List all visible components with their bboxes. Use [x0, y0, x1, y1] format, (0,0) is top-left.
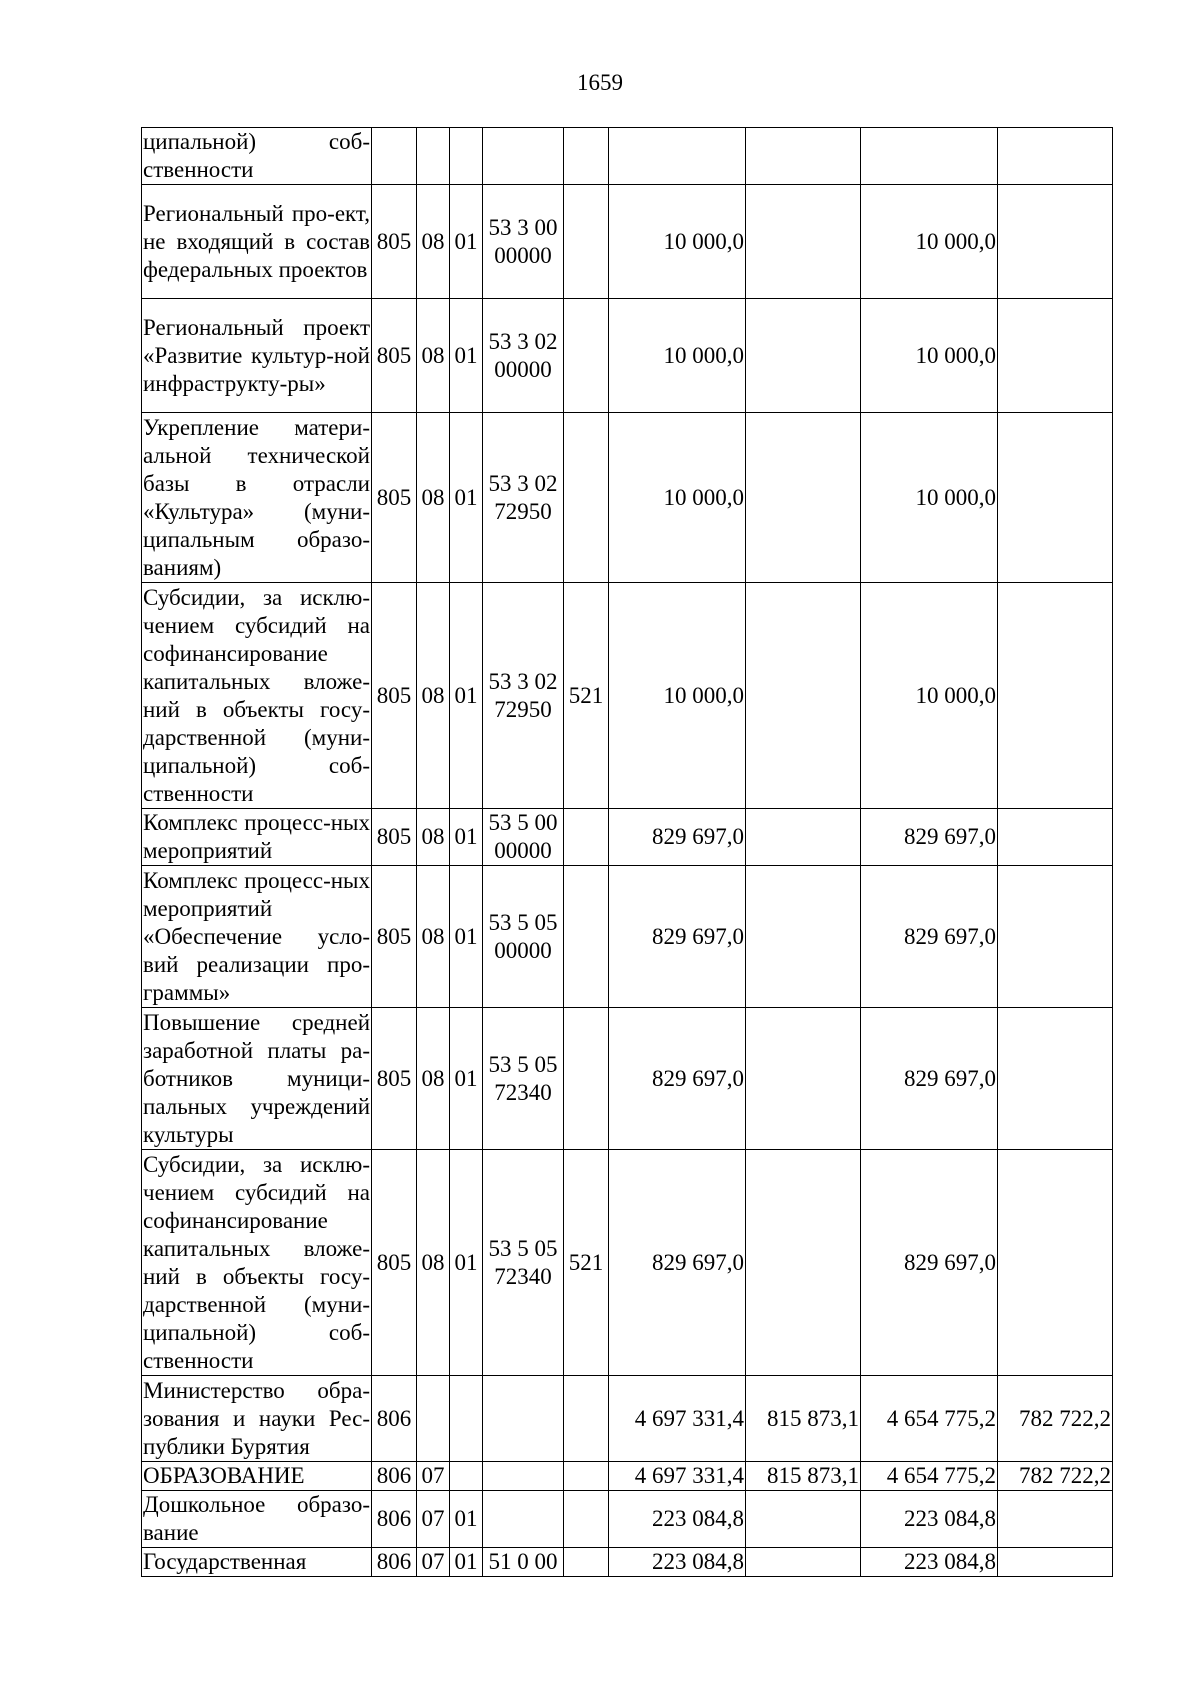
table-row — [142, 1491, 1113, 1548]
target-article-code: 53 3 02 72950 — [483, 583, 564, 809]
row-name: Министерство обра-зования и науки Рес-публики Бурятия — [142, 1376, 372, 1462]
sum-year-2-federal — [998, 1150, 1113, 1376]
table-row — [142, 413, 1113, 583]
expense-type-code — [564, 299, 609, 413]
sum-year-2: 829 697,0 — [861, 809, 998, 866]
sum-year-1-federal — [746, 413, 861, 583]
table-row — [142, 1462, 1113, 1491]
sum-year-2: 4 654 775,2 — [861, 1376, 998, 1462]
target-article-code: 51 0 00 — [483, 1548, 564, 1577]
section-code: 08 — [417, 809, 450, 866]
ved-code: 805 — [372, 299, 417, 413]
subsection-code: 01 — [450, 299, 483, 413]
section-code: 07 — [417, 1548, 450, 1577]
target-article-code — [483, 1462, 564, 1491]
sum-year-2: 10 000,0 — [861, 299, 998, 413]
row-name: Региональный про-ект, не входящий в состав федеральных проектов — [142, 185, 372, 299]
sum-year-2-federal — [998, 866, 1113, 1008]
table-row — [142, 1548, 1113, 1577]
subsection-code: 01 — [450, 1491, 483, 1548]
sum-year-2: 829 697,0 — [861, 1150, 998, 1376]
section-code: 08 — [417, 299, 450, 413]
target-article-code — [483, 1376, 564, 1462]
target-article-code: 53 3 02 72950 — [483, 413, 564, 583]
ved-code: 806 — [372, 1548, 417, 1577]
sum-year-2-federal — [998, 299, 1113, 413]
sum-year-1-federal — [746, 1491, 861, 1548]
expense-type-code — [564, 413, 609, 583]
expense-type-code — [564, 1548, 609, 1577]
row-name: Региональный проект «Развитие культур-ной инфраструкту-ры» — [142, 299, 372, 413]
sum-year-2: 10 000,0 — [861, 413, 998, 583]
subsection-code: 01 — [450, 1548, 483, 1577]
table-body — [142, 128, 1113, 1577]
subsection-code: 01 — [450, 1008, 483, 1150]
sum-year-1: 829 697,0 — [609, 809, 746, 866]
sum-year-2: 223 084,8 — [861, 1548, 998, 1577]
table-row — [142, 185, 1113, 299]
row-name: Дошкольное образо-вание — [142, 1491, 372, 1548]
table-row — [142, 1150, 1113, 1376]
sum-year-2: 10 000,0 — [861, 185, 998, 299]
ved-code: 805 — [372, 809, 417, 866]
sum-year-1-federal — [746, 583, 861, 809]
row-name: Повышение средней заработной платы ра-ботников муници-пальных учреждений культуры — [142, 1008, 372, 1150]
subsection-code: 01 — [450, 809, 483, 866]
section-code: 08 — [417, 866, 450, 1008]
sum-year-2 — [861, 128, 998, 185]
sum-year-1-federal — [746, 809, 861, 866]
section-code: 08 — [417, 583, 450, 809]
ved-code: 806 — [372, 1491, 417, 1548]
sum-year-1-federal — [746, 1150, 861, 1376]
row-name: ОБРАЗОВАНИЕ — [142, 1462, 372, 1491]
ved-code: 806 — [372, 1462, 417, 1491]
sum-year-1 — [609, 128, 746, 185]
row-name: Субсидии, за исклю-чением субсидий на софинансирование капитальных вложе-ний в объекты госу-дарственной (муни-ципальной) соб-ственности — [142, 1150, 372, 1376]
expense-type-code — [564, 128, 609, 185]
table-row — [142, 583, 1113, 809]
ved-code: 805 — [372, 866, 417, 1008]
sum-year-2: 223 084,8 — [861, 1491, 998, 1548]
section-code: 08 — [417, 1008, 450, 1150]
subsection-code — [450, 128, 483, 185]
target-article-code — [483, 1491, 564, 1548]
sum-year-2: 829 697,0 — [861, 1008, 998, 1150]
sum-year-1-federal — [746, 128, 861, 185]
ved-code: 805 — [372, 583, 417, 809]
ved-code: 805 — [372, 1150, 417, 1376]
section-code: 08 — [417, 1150, 450, 1376]
subsection-code: 01 — [450, 583, 483, 809]
row-name: ципальной) соб-ственности — [142, 128, 372, 185]
ved-code: 805 — [372, 185, 417, 299]
expense-type-code — [564, 1008, 609, 1150]
sum-year-1-federal — [746, 185, 861, 299]
sum-year-2-federal: 782 722,2 — [998, 1376, 1113, 1462]
expense-type-code — [564, 1491, 609, 1548]
ved-code — [372, 128, 417, 185]
section-code — [417, 1376, 450, 1462]
sum-year-1: 223 084,8 — [609, 1491, 746, 1548]
sum-year-1: 10 000,0 — [609, 185, 746, 299]
sum-year-1-federal — [746, 299, 861, 413]
table-row — [142, 1376, 1113, 1462]
page-number: 1659 — [577, 70, 623, 95]
sum-year-1: 10 000,0 — [609, 583, 746, 809]
subsection-code — [450, 1462, 483, 1491]
subsection-code: 01 — [450, 1150, 483, 1376]
sum-year-1: 4 697 331,4 — [609, 1376, 746, 1462]
row-name: Комплекс процесс-ных мероприятий — [142, 809, 372, 866]
expense-type-code: 521 — [564, 583, 609, 809]
sum-year-2: 829 697,0 — [861, 866, 998, 1008]
expense-type-code — [564, 185, 609, 299]
expense-type-code — [564, 866, 609, 1008]
expense-type-code — [564, 1376, 609, 1462]
sum-year-2-federal — [998, 128, 1113, 185]
subsection-code — [450, 1376, 483, 1462]
target-article-code: 53 5 05 72340 — [483, 1150, 564, 1376]
expense-type-code — [564, 809, 609, 866]
sum-year-2-federal: 782 722,2 — [998, 1462, 1113, 1491]
sum-year-1: 829 697,0 — [609, 866, 746, 1008]
table-row — [142, 866, 1113, 1008]
subsection-code: 01 — [450, 413, 483, 583]
sum-year-1: 10 000,0 — [609, 413, 746, 583]
table-row — [142, 128, 1113, 185]
sum-year-1-federal: 815 873,1 — [746, 1376, 861, 1462]
target-article-code: 53 5 05 00000 — [483, 866, 564, 1008]
ved-code: 805 — [372, 1008, 417, 1150]
sum-year-1: 4 697 331,4 — [609, 1462, 746, 1491]
sum-year-1: 223 084,8 — [609, 1548, 746, 1577]
ved-code: 805 — [372, 413, 417, 583]
target-article-code — [483, 128, 564, 185]
table-row — [142, 1008, 1113, 1150]
sum-year-1-federal — [746, 1548, 861, 1577]
sum-year-1: 829 697,0 — [609, 1150, 746, 1376]
subsection-code: 01 — [450, 185, 483, 299]
expense-type-code — [564, 1462, 609, 1491]
section-code: 08 — [417, 413, 450, 583]
sum-year-1: 10 000,0 — [609, 299, 746, 413]
row-name: Укрепление матери-альной технической базы в отрасли «Культура» (муни-ципальным образо-ваниям) — [142, 413, 372, 583]
sum-year-1-federal — [746, 866, 861, 1008]
row-name: Государственная — [142, 1548, 372, 1577]
section-code: 07 — [417, 1491, 450, 1548]
subsection-code: 01 — [450, 866, 483, 1008]
section-code — [417, 128, 450, 185]
sum-year-2-federal — [998, 185, 1113, 299]
sum-year-2-federal — [998, 1008, 1113, 1150]
table-row — [142, 299, 1113, 413]
sum-year-2-federal — [998, 1491, 1113, 1548]
sum-year-1: 829 697,0 — [609, 1008, 746, 1150]
expense-type-code: 521 — [564, 1150, 609, 1376]
sum-year-1-federal — [746, 1008, 861, 1150]
target-article-code: 53 3 00 00000 — [483, 185, 564, 299]
sum-year-1-federal: 815 873,1 — [746, 1462, 861, 1491]
section-code: 07 — [417, 1462, 450, 1491]
sum-year-2-federal — [998, 809, 1113, 866]
row-name: Комплекс процесс-ных мероприятий «Обеспечение усло-вий реализации про-граммы» — [142, 866, 372, 1008]
target-article-code: 53 3 02 00000 — [483, 299, 564, 413]
sum-year-2-federal — [998, 1548, 1113, 1577]
sum-year-2-federal — [998, 583, 1113, 809]
budget-table — [141, 127, 1113, 1577]
target-article-code: 53 5 00 00000 — [483, 809, 564, 866]
sum-year-2: 10 000,0 — [861, 583, 998, 809]
table-row — [142, 809, 1113, 866]
sum-year-2: 4 654 775,2 — [861, 1462, 998, 1491]
target-article-code: 53 5 05 72340 — [483, 1008, 564, 1150]
ved-code: 806 — [372, 1376, 417, 1462]
sum-year-2-federal — [998, 413, 1113, 583]
row-name: Субсидии, за исклю-чением субсидий на софинансирование капитальных вложе-ний в объекты госу-дарственной (муни-ципальной) соб-ственности — [142, 583, 372, 809]
section-code: 08 — [417, 185, 450, 299]
